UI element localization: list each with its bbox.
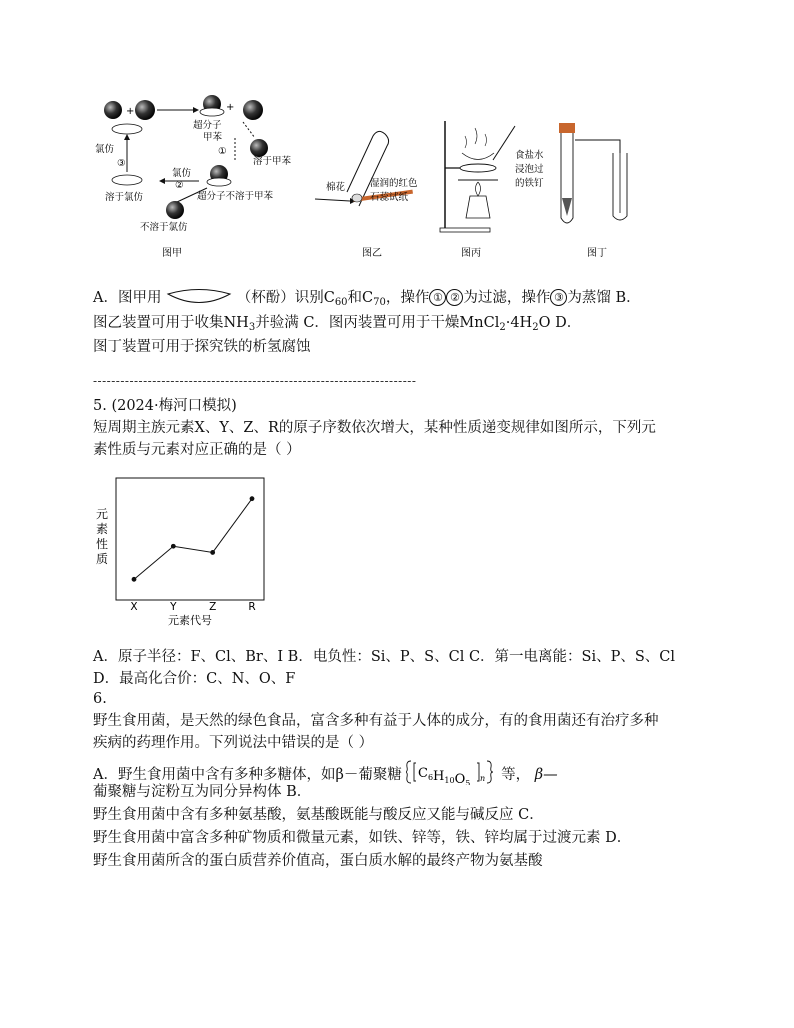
- caption-ding: 图丁: [587, 248, 607, 259]
- q6-option-a-2: 葡聚糖与淀粉互为同分异构体 B．: [93, 784, 312, 800]
- x-tick-r: R: [248, 601, 256, 613]
- q5-stem-2: 素性质与元素对应正确的是（ ）: [93, 442, 301, 458]
- data-point-z: [210, 550, 215, 555]
- caption-yi: 图乙: [362, 248, 382, 259]
- figure-yi: [315, 131, 418, 259]
- ylabel-char: 性: [95, 537, 109, 551]
- q4-option-line-2: 图乙装置可用于收集$NH_3$并验满 C．图丙装置可用于干燥$MnCl_2\cdot 4H_2O$ D．: [93, 315, 582, 333]
- step-1-label: ①: [218, 146, 227, 157]
- label-supramolecule: 超分子: [193, 120, 222, 131]
- label-paper-2: 石蕊试纸: [370, 192, 409, 203]
- q5-header: 5. (2024·梅河口模拟): [93, 398, 237, 414]
- chart-frame: [116, 478, 264, 600]
- op-3-mark: ③: [550, 289, 567, 306]
- separator-line: -----------------------------------------------------------------------: [93, 374, 417, 388]
- ylabel-char: 元: [95, 507, 109, 521]
- data-point-x: [132, 577, 137, 582]
- label-insoluble-chloroform: 不溶于氯仿: [140, 222, 188, 233]
- ylabel-char: 质: [95, 552, 109, 566]
- q5-options-1: A．原子半径：F、Cl、Br、I B．电负性：Si、P、S、Cl C．第一电离能：Si、P、S、Cl: [93, 649, 676, 665]
- experiment-figures: [95, 88, 695, 263]
- svg-text:+: +: [226, 102, 235, 113]
- q6-number: 6.: [93, 691, 107, 707]
- x-tick-z: Z: [209, 601, 217, 613]
- x-tick-y: Y: [170, 601, 177, 613]
- c60-molecule-icon: [104, 101, 122, 119]
- caption-bing: 图丙: [461, 248, 481, 259]
- figure-bing: [440, 121, 515, 259]
- label-insoluble-toluene: 超分子不溶于甲苯: [197, 191, 274, 202]
- x-tick-x: X: [130, 601, 138, 613]
- calixarene-bowl-icon: [112, 124, 142, 134]
- label-paper-1: 湿润的红色: [370, 178, 418, 189]
- label-dissolve-chloroform: 溶于氯仿: [105, 192, 144, 203]
- label-ding-2: 浸泡过: [515, 164, 544, 175]
- label-chloroform-3: 氯仿: [95, 144, 115, 155]
- calixarene-dish-icon: [166, 287, 232, 307]
- svg-text:C6H10O5: $C_6H_{10}O_5$: [418, 766, 471, 785]
- step-2-label: ②: [175, 180, 184, 191]
- label-cotton: 棉花: [326, 182, 346, 193]
- op-1-mark: ①: [429, 289, 446, 306]
- caption-jia: 图甲: [162, 248, 182, 259]
- step-3-label: ③: [117, 158, 126, 169]
- figure-jia: [95, 95, 292, 259]
- data-point-r: [250, 496, 255, 501]
- op-2-mark: ②: [446, 289, 463, 306]
- q4-option-line-3: 图丁装置可用于探究铁的析氢腐蚀: [93, 339, 311, 355]
- figure-ding: [515, 123, 627, 259]
- q6-option-b: 野生食用菌中含有多种氨基酸，氨基酸既能与酸反应又能与碱反应 C．: [93, 807, 544, 823]
- property-trend-chart: [90, 470, 290, 630]
- q5-stem-1: 短周期主族元素X、Y、Z、R的原子序数依次增大，某种性质递变规律如图所示，下列元: [93, 420, 656, 436]
- glucan-formula: [406, 759, 496, 793]
- svg-text:+: +: [126, 106, 135, 117]
- series-line: [134, 499, 252, 580]
- chart-xlabel: 元素代号: [168, 614, 212, 627]
- label-ding-1: 食盐水: [515, 150, 544, 161]
- label-chloroform-2: 氯仿: [172, 168, 192, 179]
- c70-molecule-icon: [135, 100, 155, 120]
- q6-option-c: 野生食用菌中富含多种矿物质和微量元素，如铁、锌等，铁、锌均属于过渡元素 D．: [93, 830, 632, 846]
- q5-options-2: D．最高化合价：C、N、O、F: [93, 671, 296, 687]
- label-toluene: 甲苯: [203, 132, 223, 143]
- q4-option-line-1: A．图甲用 （杯酚）识别$C_{60}$和$C_{70}$，操作 ① ② 为过滤，操作 ③ 为蒸馏 B．: [93, 286, 641, 310]
- ylabel-char: 素: [95, 522, 109, 536]
- q6-stem-2: 疾病的药理作用。下列说法中错误的是（ ）: [93, 735, 374, 751]
- label-dissolve-toluene: 溶于甲苯: [253, 156, 292, 167]
- formula-n: n: [480, 774, 486, 783]
- chart-ylabel: [96, 507, 108, 566]
- data-point-y: [171, 544, 176, 549]
- label-ding-3: 的铁钉: [515, 178, 544, 189]
- q6-option-d: 野生食用菌所含的蛋白质营养价值高，蛋白质水解的最终产物为氨基酸: [93, 853, 543, 869]
- q6-option-a-1: A．野生食用菌中含有多种多糖体，如β－葡聚糖 $C_6H_{10}O_5$ n 等， β—: [93, 759, 558, 793]
- q6-stem-1: 野生食用菌，是天然的绿色食品，富含多种有益于人体的成分，有的食用菌还有治疗多种: [93, 713, 659, 729]
